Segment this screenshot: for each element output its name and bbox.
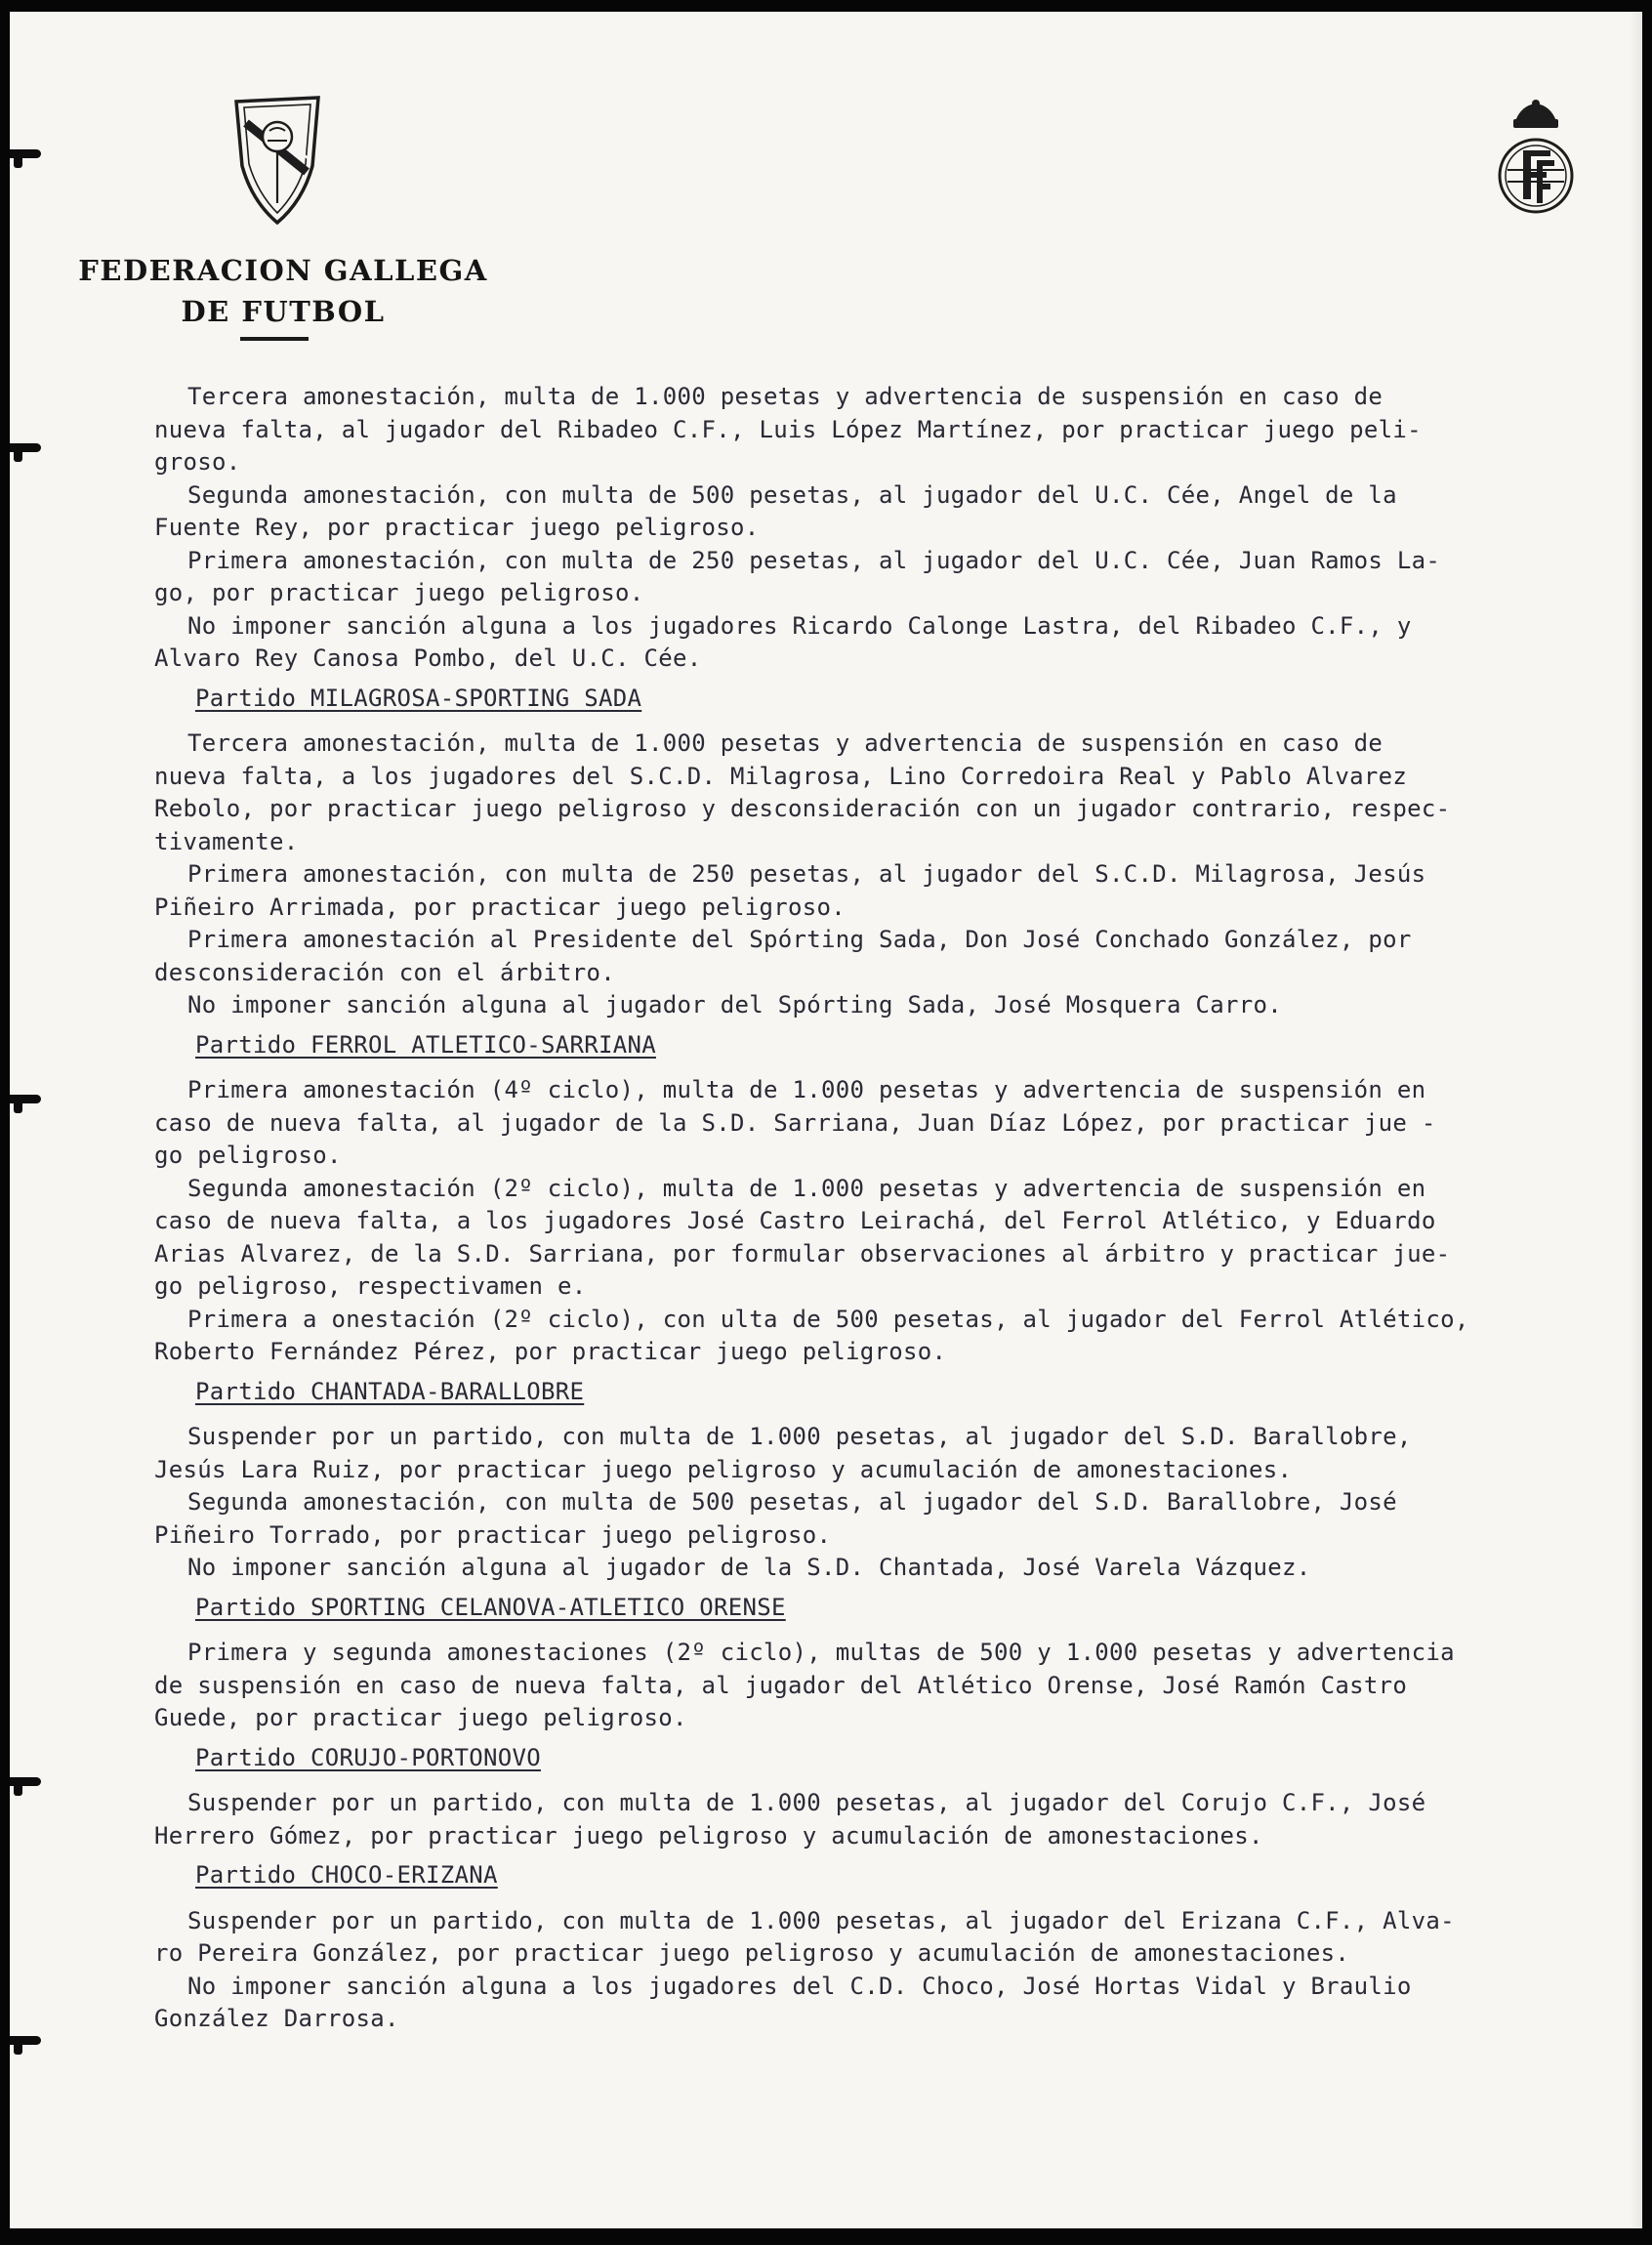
text-line: Primera y segunda amonestaciones (2º ciclo), multas de 500 y 1.000 pesetas y advertencia [187,1639,1455,1666]
text-line: Alvaro Rey Canosa Pombo, del U.C. Cée. [154,644,702,672]
text-line: Segunda amonestación, con multa de 500 pesetas, al jugador del S.D. Barallobre, José [187,1488,1397,1516]
text-line: Suspender por un partido, con multa de 1.000 pesetas, al jugador del Erizana C.F., Alva- [187,1906,1455,1934]
text-line: ro Pereira González, por practicar juego peligroso y acumulación de amonestaciones. [154,1939,1350,1967]
text-line: Primera amonestación, con multa de 250 pesetas, al jugador del U.C. Cée, Juan Ramos La- [187,546,1441,574]
text-line: González Darrosa. [154,2005,399,2032]
rfef-crowned-crest-icon [1494,98,1578,223]
federation-title [78,250,488,332]
galician-federation-shield-icon [232,96,322,229]
punch-hole-mark [10,1777,41,1786]
text-line: Piñeiro Arrimada, por practicar juego peligroso. [154,893,846,921]
text-line: Jesús Lara Ruiz, por practicar juego peligroso y acumulación de amonestaciones. [154,1455,1293,1483]
text-line: Guede, por practicar juego peligroso. [154,1704,687,1731]
text-line: tivamente. [154,827,299,855]
text-line: Primera a onestación (2º ciclo), con ulta de 500 pesetas, al jugador del Ferrol Atlético, [187,1305,1469,1333]
document-page [10,12,1642,2228]
text-line: No imponer sanción alguna a los jugadores del C.D. Choco, José Hortas Vidal y Braulio [187,1972,1412,2000]
text-line: Segunda amonestación (2º ciclo), multa de 1.000 pesetas y advertencia de suspensión en [187,1174,1426,1202]
section-ferrol-atletico-sarriana [154,1029,1638,1369]
title-underline [240,337,309,341]
match-heading: Partido FERROL ATLETICO-SARRIANA [195,1030,656,1059]
text-line: go, por practicar juego peligroso. [154,579,644,606]
match-heading: Partido CHOCO-ERIZANA [195,1861,498,1889]
text-line: Piñeiro Torrado, por practicar juego peligroso. [154,1520,832,1549]
punch-hole-mark [10,149,41,158]
section-sporting-celanova-atletico-orense [154,1592,1638,1735]
section-chantada-barallobre [154,1376,1638,1585]
text-line: de suspensión en caso de nueva falta, al jugador del Atlético Orense, José Ramón Castro [154,1671,1408,1699]
section-choco-erizana [154,1859,1638,2036]
document-body [154,381,1638,2036]
text-line: go peligroso, respectivamen e. [154,1272,587,1300]
text-line: Fuente Rey, por practicar juego peligroso. [154,514,760,541]
federation-title-line2: DE FUTBOL [181,295,386,328]
text-line: Tercera amonestación, multa de 1.000 pesetas y advertencia de suspensión en caso de [187,729,1384,757]
text-line: Tercera amonestación, multa de 1.000 pesetas y advertencia de suspensión en caso de [187,383,1384,410]
text-line: nueva falta, a los jugadores del S.C.D. Milagrosa, Lino Corredoira Real y Pablo Alvarez [154,762,1408,790]
text-line: Rebolo, por practicar juego peligroso y desconsideración con un jugador contrario, respec- [154,795,1451,822]
text-line: Arias Alvarez, de la S.D. Sarriana, por formular observaciones al árbitro y practicar jue- [154,1239,1451,1268]
text-line: Suspender por un partido, con multa de 1.000 pesetas, al jugador del Corujo C.F., José [187,1789,1426,1816]
section-milagrosa-sporting-sada [154,683,1638,1022]
match-heading: Partido MILAGROSA-SPORTING SADA [195,684,642,712]
text-line: nueva falta, al jugador del Ribadeo C.F., Luis López Martínez, por practicar juego peli- [154,415,1422,443]
federation-title-line1: FEDERACION GALLEGA [78,254,488,287]
text-line: No imponer sanción alguna a los jugadores Ricardo Calonge Lastra, del Ribadeo C.F., y [187,611,1412,640]
section-corujo-portonovo [154,1742,1638,1853]
punch-hole-mark [10,2036,41,2045]
punch-hole-mark [10,443,41,452]
punch-hole-mark [10,1095,41,1103]
text-line: Primera amonestación al Presidente del Spórting Sada, Don José Conchado González, por [187,926,1412,953]
text-line: Suspender por un partido, con multa de 1.000 pesetas, al jugador del S.D. Barallobre, [187,1423,1412,1450]
text-line: go peligroso. [154,1142,342,1169]
text-line: Primera amonestación, con multa de 250 pesetas, al jugador del S.C.D. Milagrosa, Jesús [187,860,1426,888]
text-line: caso de nueva falta, a los jugadores José Castro Leirachá, del Ferrol Atlético, y Eduardo [154,1207,1436,1234]
match-heading: Partido CHANTADA-BARALLOBRE [195,1377,585,1405]
match-heading: Partido SPORTING CELANOVA-ATLETICO ORENSE [195,1593,786,1621]
text-line: Segunda amonestación, con multa de 500 pesetas, al jugador del U.C. Cée, Angel de la [187,480,1397,509]
match-heading: Partido CORUJO-PORTONOVO [195,1743,541,1771]
text-line: Primera amonestación (4º ciclo), multa de 1.000 pesetas y advertencia de suspensión en [187,1076,1426,1103]
text-line: groso. [154,448,241,476]
section-intro [154,381,1638,676]
text-line: No imponer sanción alguna al jugador del Spórting Sada, José Mosquera Carro. [187,991,1282,1019]
text-line: caso de nueva falta, al jugador de la S.D. Sarriana, Juan Díaz López, por practicar jue - [154,1108,1436,1137]
text-line: Herrero Gómez, por practicar juego peligroso y acumulación de amonestaciones. [154,1821,1263,1850]
text-line: Roberto Fernández Pérez, por practicar juego peligroso. [154,1338,947,1365]
text-line: desconsideración con el árbitro. [154,958,615,986]
text-line: No imponer sanción alguna al jugador de la S.D. Chantada, José Varela Vázquez. [187,1554,1311,1581]
